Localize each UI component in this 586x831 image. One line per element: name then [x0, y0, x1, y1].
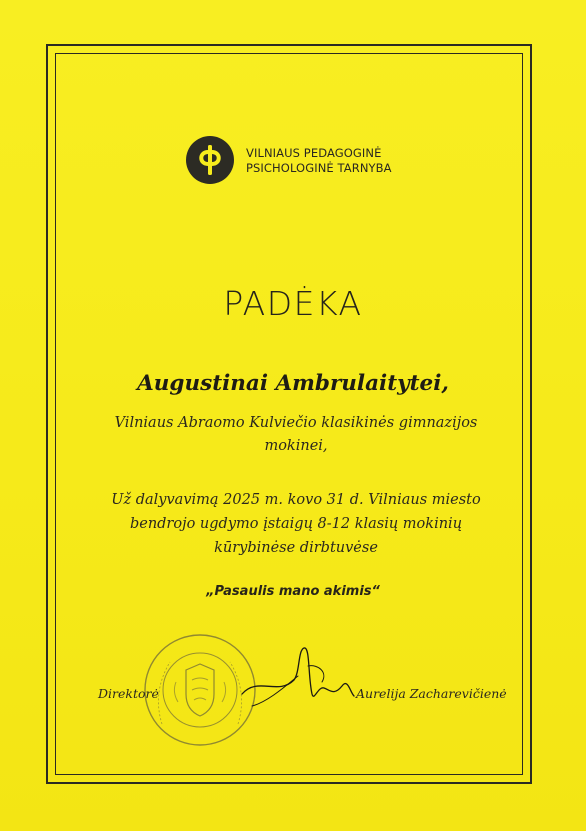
reason-text [96, 488, 496, 560]
signatory-role: Direktorė [98, 686, 159, 701]
organization-line-2: PSICHOLOGINĖ TARNYBA [246, 161, 392, 175]
organization-name [246, 146, 392, 176]
school-line-1: Vilniaus Abraomo Kulviečio klasikinės gimnazijos [114, 415, 478, 431]
vpp-tarnyba-logo-icon [186, 136, 234, 184]
reason-line-3: kūrybinėse dirbtuvėse [214, 540, 378, 556]
reason-line-2: bendrojo ugdymo įstaigų 8-12 klasių mokinių [129, 516, 463, 532]
reason-line-1: Už dalyvavimą 2025 m. kovo 31 d. Vilniaus miesto [111, 492, 481, 508]
signatory-name: Aurelija Zacharevičienė [356, 686, 507, 701]
certificate-title: PADĖKA [223, 284, 363, 323]
school-line-2: mokinei, [264, 438, 328, 454]
school-text [96, 412, 496, 458]
recipient-name: Augustinai Ambrulaitytei, [137, 371, 449, 396]
director-signature-icon [238, 636, 358, 712]
organization-line-1: VILNIAUS PEDAGOGINĖ [246, 146, 382, 160]
workshop-title: „Pasaulis mano akimis“ [206, 584, 380, 599]
